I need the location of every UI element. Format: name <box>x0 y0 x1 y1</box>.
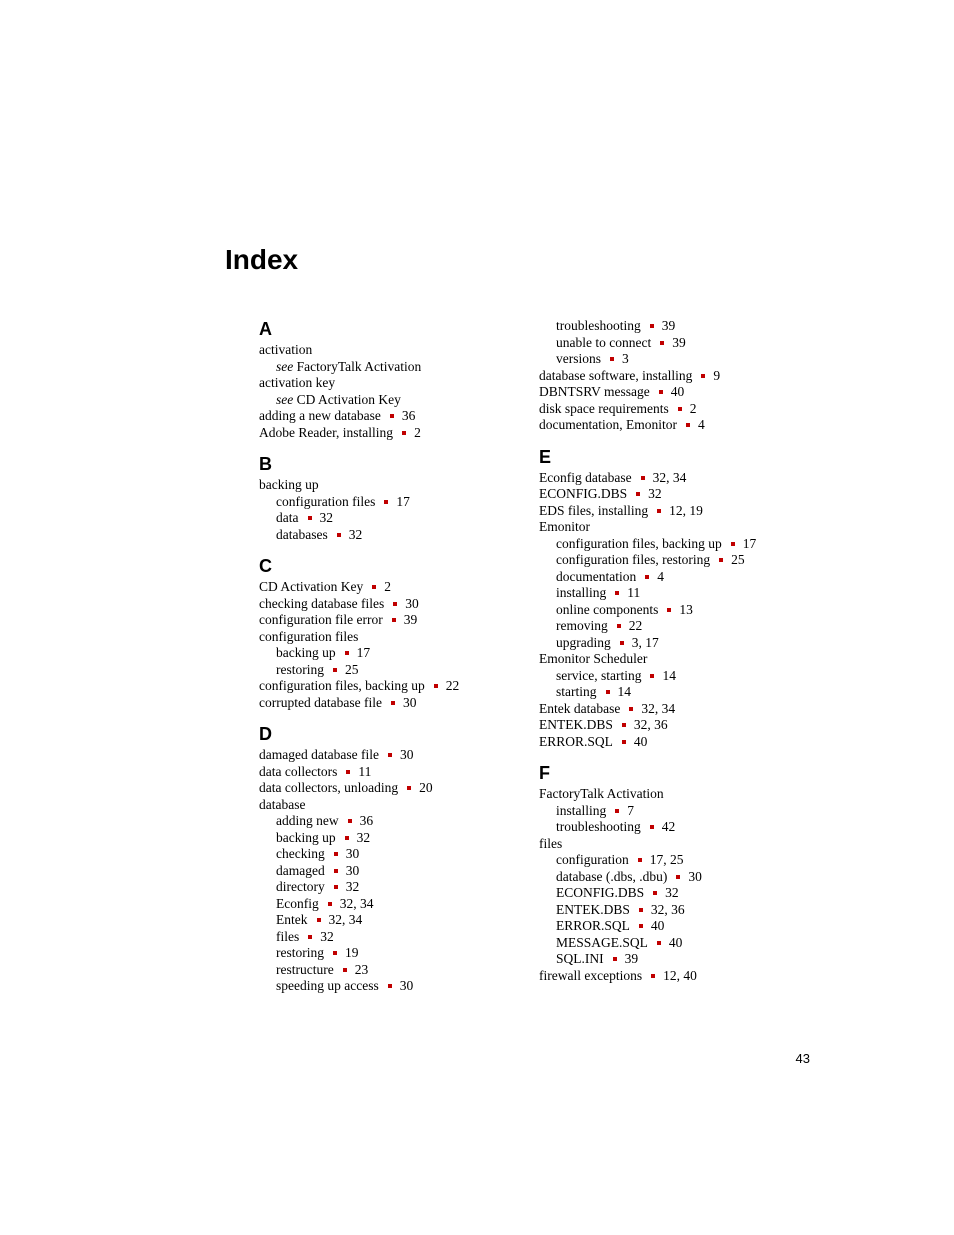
index-term: configuration files, backing up <box>556 535 722 551</box>
index-term: data collectors, unloading <box>259 780 399 795</box>
index-term: data <box>276 510 299 525</box>
index-page-reference: 32, 36 <box>633 717 668 732</box>
index-term: configuration files, restoring <box>556 552 711 567</box>
index-term: checking <box>276 846 325 861</box>
index-entry <box>259 780 529 797</box>
index-page-reference: 40 <box>668 934 683 950</box>
bullet-separator-icon <box>402 431 406 435</box>
bullet-separator-icon <box>606 690 610 694</box>
bullet-separator-icon <box>639 924 643 928</box>
index-term: service, starting <box>556 667 642 683</box>
index-entry <box>539 786 809 803</box>
index-term: FactoryTalk Activation <box>539 786 664 801</box>
index-term: versions <box>556 351 601 366</box>
index-page-reference: 12, 19 <box>669 502 703 518</box>
index-entry <box>259 747 529 764</box>
index-term: Econfig database <box>539 469 632 485</box>
index-subentry <box>539 552 809 569</box>
index-subentry <box>259 978 529 995</box>
index-entry <box>539 519 809 536</box>
index-term: ERROR.SQL <box>556 918 630 933</box>
index-term: EDS files, installing <box>539 502 649 518</box>
index-term: files <box>539 835 563 851</box>
index-subentry <box>259 830 529 847</box>
index-term: database software, installing <box>539 367 693 383</box>
index-letter-c: C <box>259 556 272 576</box>
index-subentry <box>539 618 809 635</box>
bullet-separator-icon <box>407 786 411 790</box>
bullet-separator-icon <box>334 869 338 873</box>
index-term: FactoryTalk Activation <box>296 358 422 374</box>
index-page-reference: 4 <box>697 417 705 432</box>
index-page-reference: 22 <box>445 678 460 693</box>
index-term: files <box>276 928 300 944</box>
index-subentry <box>539 684 809 701</box>
index-page-reference: 32 <box>356 829 371 845</box>
index-subentry <box>259 510 529 527</box>
bullet-separator-icon <box>620 641 624 645</box>
index-entry <box>539 701 809 718</box>
index-page-reference: 30 <box>399 747 414 762</box>
index-page-reference: 30 <box>402 694 417 710</box>
bullet-separator-icon <box>384 500 388 504</box>
index-term: MESSAGE.SQL <box>556 934 648 950</box>
bullet-separator-icon <box>638 858 642 862</box>
index-subentry <box>259 813 529 830</box>
index-term: backing up <box>276 829 336 845</box>
index-page-reference: 32, 34 <box>641 700 676 716</box>
index-entry <box>539 401 809 418</box>
bullet-separator-icon <box>390 414 394 418</box>
index-subentry <box>259 359 529 376</box>
index-term: installing <box>556 585 607 600</box>
index-entry <box>259 579 529 596</box>
index-subentry <box>259 494 529 511</box>
index-entry <box>259 425 529 442</box>
bullet-separator-icon <box>328 902 332 906</box>
bullet-separator-icon <box>676 875 680 879</box>
index-term: removing <box>556 618 608 633</box>
index-letter-d: D <box>259 724 272 744</box>
bullet-separator-icon <box>308 935 312 939</box>
index-term: configuration files, backing up <box>259 678 425 693</box>
index-page-reference: 39 <box>624 951 639 966</box>
index-term: damaged <box>276 862 325 878</box>
index-entry <box>259 477 529 494</box>
index-page-reference: 40 <box>650 918 665 933</box>
index-subentry <box>539 935 809 952</box>
index-page-reference: 32, 34 <box>339 895 374 911</box>
index-column-right <box>539 318 809 984</box>
see-reference-label: see <box>276 391 294 407</box>
bullet-separator-icon <box>615 591 619 595</box>
bullet-separator-icon <box>657 509 661 513</box>
bullet-separator-icon <box>650 674 654 678</box>
index-term: troubleshooting <box>556 819 641 834</box>
bullet-separator-icon <box>348 819 352 823</box>
index-term: damaged database file <box>259 747 379 762</box>
index-page-reference: 17 <box>356 645 371 660</box>
index-term: DBNTSRV message <box>539 384 650 399</box>
index-page-reference: 4 <box>657 568 664 584</box>
index-page-reference: 30 <box>688 868 702 884</box>
bullet-separator-icon <box>719 558 723 562</box>
bullet-separator-icon <box>650 825 654 829</box>
bullet-separator-icon <box>645 575 649 579</box>
index-page-reference: 2 <box>414 424 421 440</box>
index-term: Emonitor Scheduler <box>539 651 648 666</box>
index-term: configuration file error <box>259 612 383 627</box>
bullet-separator-icon <box>615 809 619 813</box>
bullet-separator-icon <box>393 602 397 606</box>
index-page-reference: 17, 25 <box>649 852 684 867</box>
index-term: configuration <box>556 852 629 867</box>
index-subentry <box>539 902 809 919</box>
bullet-separator-icon <box>651 974 655 978</box>
index-subentry <box>539 951 809 968</box>
index-page-reference: 32, 34 <box>652 469 687 485</box>
index-page-reference: 19 <box>345 945 359 960</box>
bullet-separator-icon <box>660 341 664 345</box>
bullet-separator-icon <box>636 492 640 496</box>
index-page-reference: 14 <box>662 667 676 683</box>
index-subentry <box>539 335 809 352</box>
index-entry <box>539 717 809 734</box>
index-term: activation key <box>259 375 336 390</box>
index-page-reference: 39 <box>661 318 676 333</box>
bullet-separator-icon <box>629 707 633 711</box>
index-page-reference: 32 <box>648 486 662 501</box>
index-page-reference: 30 <box>399 978 414 993</box>
index-page-reference: 23 <box>354 961 369 977</box>
index-term: database (.dbs, .dbu) <box>556 868 668 884</box>
index-subentry <box>259 863 529 880</box>
index-page-reference: 11 <box>358 763 372 779</box>
bullet-separator-icon <box>617 624 621 628</box>
index-letter-f: F <box>539 763 550 783</box>
index-page-reference: 2 <box>384 579 391 594</box>
index-entry <box>539 651 809 668</box>
index-page-reference: 36 <box>401 408 416 423</box>
index-page-reference: 22 <box>628 618 643 633</box>
index-entry <box>539 486 809 503</box>
index-subentry <box>539 885 809 902</box>
index-subentry <box>539 318 809 335</box>
index-page-reference: 39 <box>403 612 418 627</box>
index-term: backing up <box>259 477 319 492</box>
index-letter-a: A <box>259 319 272 339</box>
index-page-reference: 9 <box>713 367 721 383</box>
index-subentry <box>259 527 529 544</box>
index-entry <box>539 368 809 385</box>
index-term: activation <box>259 342 313 357</box>
index-page-reference: 7 <box>627 802 634 818</box>
index-term: checking database files <box>259 595 385 611</box>
bullet-separator-icon <box>388 753 392 757</box>
index-page-reference: 32 <box>319 510 333 525</box>
index-entry <box>539 470 809 487</box>
index-page-reference: 12, 40 <box>663 967 697 983</box>
index-term: configuration files <box>259 628 359 644</box>
bullet-separator-icon <box>434 684 438 688</box>
bullet-separator-icon <box>667 608 671 612</box>
index-entry <box>259 695 529 712</box>
index-column-left <box>259 318 529 995</box>
index-page-reference: 11 <box>627 585 641 600</box>
page-title: Index <box>225 244 299 275</box>
bullet-separator-icon <box>345 836 349 840</box>
index-term: ECONFIG.DBS <box>556 885 645 900</box>
index-subentry <box>259 945 529 962</box>
index-entry <box>259 629 529 646</box>
index-term: ENTEK.DBS <box>556 901 630 917</box>
index-term: Entek database <box>539 700 621 716</box>
index-subentry <box>539 585 809 602</box>
index-term: Adobe Reader, installing <box>259 424 394 440</box>
index-page-reference: 32, 36 <box>650 901 685 917</box>
index-subentry <box>539 536 809 553</box>
index-page-reference: 17 <box>396 493 410 509</box>
index-term: database <box>259 796 306 812</box>
bullet-separator-icon <box>388 984 392 988</box>
index-term: online components <box>556 601 659 617</box>
index-term: installing <box>556 802 607 818</box>
index-entry <box>259 408 529 425</box>
bullet-separator-icon <box>686 423 690 427</box>
index-subentry <box>539 668 809 685</box>
index-entry <box>259 612 529 629</box>
index-page-reference: 17 <box>742 535 757 551</box>
index-page-reference: 39 <box>672 334 686 350</box>
index-subentry <box>259 662 529 679</box>
bullet-separator-icon <box>346 770 350 774</box>
index-entry <box>259 678 529 695</box>
index-term: disk space requirements <box>539 400 669 416</box>
index-entry <box>259 764 529 781</box>
index-page-reference: 30 <box>345 862 360 878</box>
bullet-separator-icon <box>333 951 337 955</box>
bullet-separator-icon <box>731 542 735 546</box>
index-term: restructure <box>276 961 334 977</box>
index-page-reference: 25 <box>731 552 745 567</box>
index-subentry <box>259 879 529 896</box>
bullet-separator-icon <box>345 651 349 655</box>
index-term: Emonitor <box>539 519 590 534</box>
bullet-separator-icon <box>391 701 395 705</box>
see-reference-label: see <box>276 358 294 374</box>
index-subentry <box>259 929 529 946</box>
index-term: directory <box>276 879 325 894</box>
index-entry <box>539 836 809 853</box>
bullet-separator-icon <box>701 374 705 378</box>
index-term: documentation, Emonitor <box>539 417 677 432</box>
index-term: speeding up access <box>276 978 379 993</box>
index-page-reference: 32, 34 <box>328 912 363 927</box>
index-page-reference: 32 <box>345 879 360 894</box>
index-page-reference: 32 <box>348 526 363 542</box>
bullet-separator-icon <box>639 908 643 912</box>
index-term: CD Activation Key <box>296 391 401 407</box>
index-page-reference: 30 <box>345 846 360 861</box>
index-term: ENTEK.DBS <box>539 717 613 732</box>
index-subentry <box>539 602 809 619</box>
page-number: 43 <box>795 1051 810 1066</box>
index-subentry <box>539 869 809 886</box>
index-letter-e: E <box>539 446 552 467</box>
index-subentry <box>539 635 809 652</box>
index-page-reference: 40 <box>633 733 648 749</box>
index-term: SQL.INI <box>556 951 604 966</box>
bullet-separator-icon <box>308 516 312 520</box>
index-term: troubleshooting <box>556 318 641 333</box>
index-entry <box>539 968 809 985</box>
index-page-reference: 32 <box>665 885 679 900</box>
index-entry <box>539 503 809 520</box>
index-subentry <box>539 918 809 935</box>
index-term: adding a new database <box>259 408 381 423</box>
bullet-separator-icon <box>337 533 341 537</box>
index-page-reference: 40 <box>670 384 685 399</box>
index-page-reference: 3 <box>622 351 629 366</box>
bullet-separator-icon <box>613 957 617 961</box>
index-term: adding new <box>276 813 339 828</box>
index-page-reference: 25 <box>345 661 359 677</box>
index-page-reference: 3, 17 <box>631 634 659 650</box>
index-subentry <box>539 852 809 869</box>
bullet-separator-icon <box>641 476 645 480</box>
index-term: starting <box>556 684 597 699</box>
index-term: upgrading <box>556 634 611 650</box>
bullet-separator-icon <box>372 585 376 589</box>
index-term: unable to connect <box>556 334 652 350</box>
index-letter-b: B <box>259 454 272 474</box>
index-term: restoring <box>276 945 324 960</box>
bullet-separator-icon <box>650 324 654 328</box>
index-entry <box>259 797 529 814</box>
index-term: firewall exceptions <box>539 967 643 983</box>
index-term: Entek <box>276 912 308 927</box>
bullet-separator-icon <box>333 668 337 672</box>
index-page-reference: 20 <box>419 780 433 795</box>
bullet-separator-icon <box>657 941 661 945</box>
bullet-separator-icon <box>653 891 657 895</box>
bullet-separator-icon <box>678 407 682 411</box>
index-subentry <box>539 569 809 586</box>
index-term: restoring <box>276 661 324 677</box>
bullet-separator-icon <box>317 918 321 922</box>
index-subentry <box>539 803 809 820</box>
index-page-reference: 36 <box>359 813 374 828</box>
index-entry <box>259 596 529 613</box>
index-subentry <box>539 819 809 836</box>
index-term: ERROR.SQL <box>539 733 613 749</box>
index-subentry <box>259 645 529 662</box>
index-page-reference: 30 <box>405 595 419 611</box>
index-term: Econfig <box>276 895 319 911</box>
index-subentry <box>259 846 529 863</box>
index-subentry <box>539 351 809 368</box>
index-page-reference: 42 <box>661 819 676 834</box>
index-entry <box>539 384 809 401</box>
index-page-reference: 13 <box>679 601 693 617</box>
index-entry <box>539 417 809 434</box>
index-term: ECONFIG.DBS <box>539 486 628 501</box>
index-term: backing up <box>276 645 336 660</box>
bullet-separator-icon <box>392 618 396 622</box>
index-term: documentation <box>556 568 637 584</box>
index-page-reference: 14 <box>617 684 631 699</box>
bullet-separator-icon <box>622 740 626 744</box>
bullet-separator-icon <box>334 885 338 889</box>
index-entry <box>259 342 529 359</box>
bullet-separator-icon <box>659 390 663 394</box>
index-subentry <box>259 912 529 929</box>
index-term: databases <box>276 526 328 542</box>
index-subentry <box>259 962 529 979</box>
index-term: corrupted database file <box>259 694 382 710</box>
index-entry <box>259 375 529 392</box>
index-entry <box>539 734 809 751</box>
bullet-separator-icon <box>610 357 614 361</box>
index-page-reference: 32 <box>320 928 334 944</box>
bullet-separator-icon <box>343 968 347 972</box>
index-term: data collectors <box>259 763 338 779</box>
index-subentry <box>259 392 529 409</box>
index-subentry <box>259 896 529 913</box>
bullet-separator-icon <box>334 852 338 856</box>
index-term: configuration files <box>276 493 376 509</box>
bullet-separator-icon <box>622 723 626 727</box>
index-page-reference: 2 <box>689 400 697 416</box>
index-term: CD Activation Key <box>259 579 364 594</box>
